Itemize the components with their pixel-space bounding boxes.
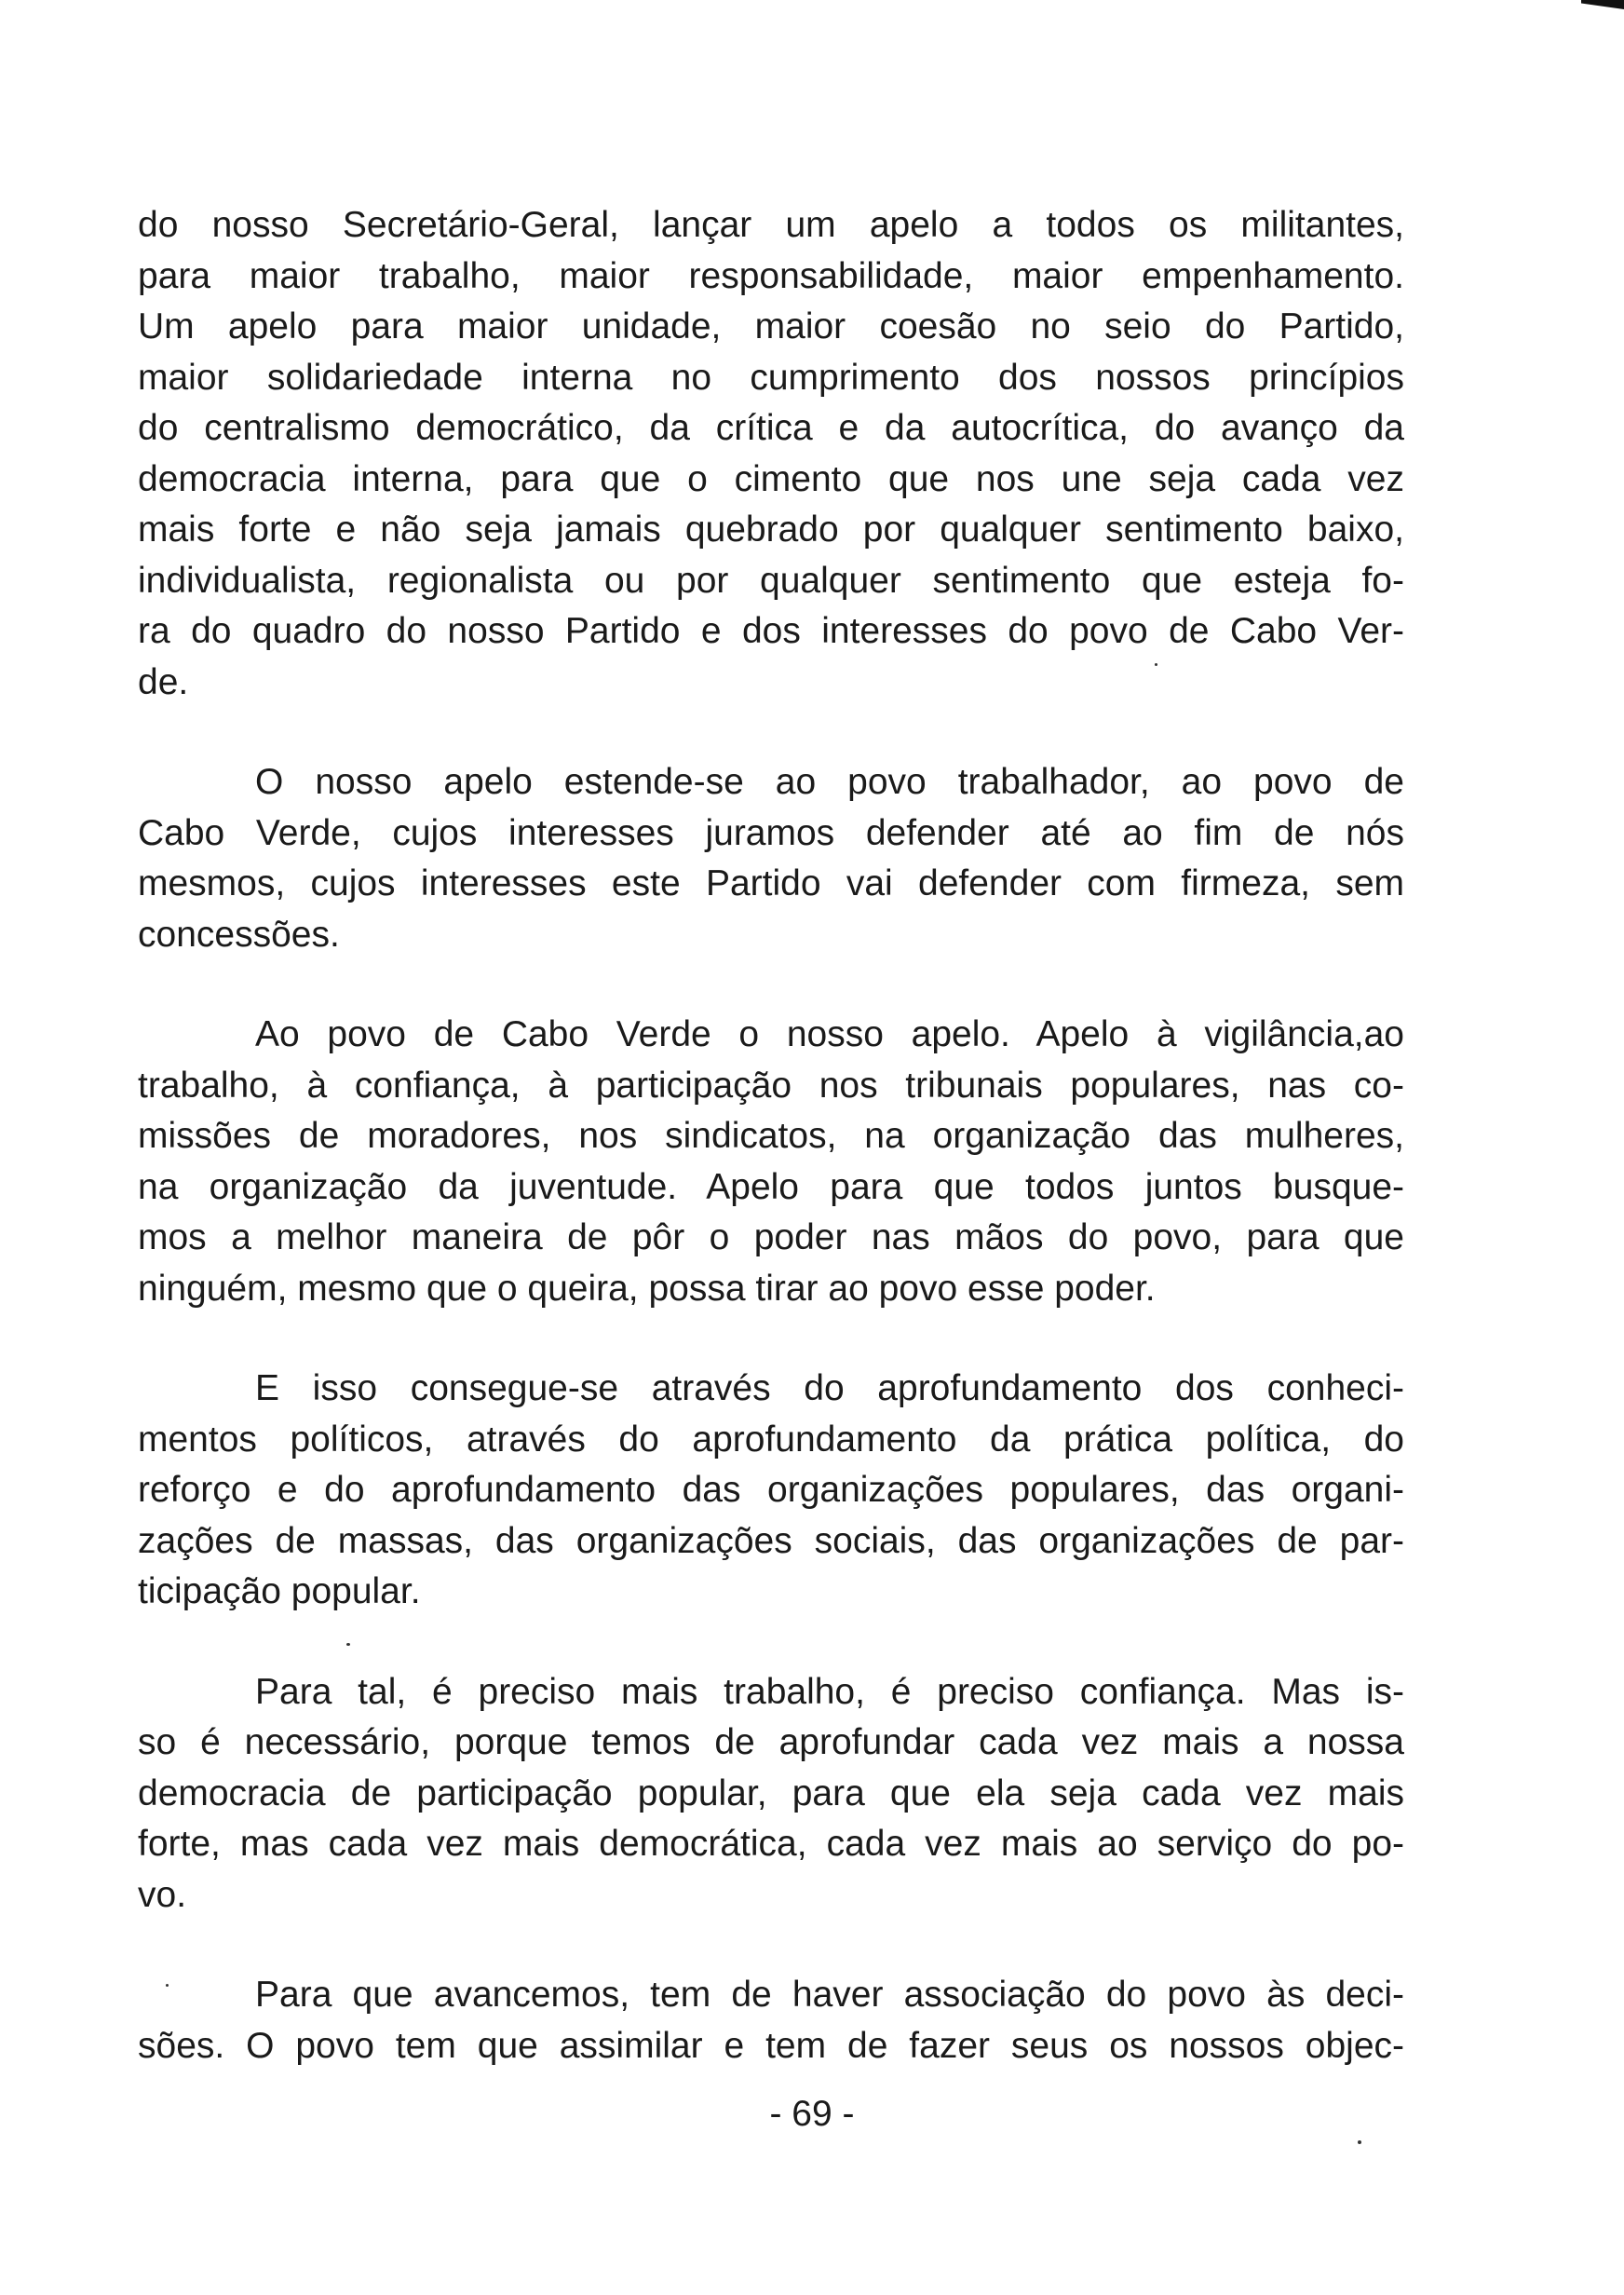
text-line: Um apelo para maior unidade, maior coesão no seio do Partido,	[138, 306, 1404, 346]
paragraph-5	[138, 1667, 1404, 1922]
text-line: sões. O povo tem que assimilar e tem de fazer seus os nossos objec-	[138, 2025, 1404, 2066]
scan-speck	[346, 1643, 350, 1646]
text-line: do nosso Secretário-Geral, lançar um apelo a todos os militantes,	[138, 205, 1404, 245]
scan-speck	[1358, 2140, 1361, 2144]
text-line: concessões.	[138, 914, 340, 955]
text-line: maior solidariedade interna no cumprimento dos nossos princípios	[138, 357, 1404, 398]
text-line: individualista, regionalista ou por qualquer sentimento que esteja fo-	[138, 560, 1404, 601]
text-line: ticipação popular.	[138, 1571, 421, 1611]
text-line: para maior trabalho, maior responsabilidade, maior empenhamento.	[138, 255, 1404, 296]
text-line: democracia interna, para que o cimento que nos une seja cada vez	[138, 458, 1404, 499]
text-line: mais forte e não seja jamais quebrado por qualquer sentimento baixo,	[138, 509, 1404, 550]
text-line: ninguém, mesmo que o queira, possa tirar ao povo esse poder.	[138, 1268, 1156, 1309]
paragraph-6	[138, 1970, 1404, 2071]
text-line: missões de moradores, nos sindicatos, na organização das mulheres,	[138, 1116, 1404, 1156]
page-number: - 69 -	[769, 2094, 855, 2134]
paragraph-2	[138, 757, 1404, 960]
text-line: mesmos, cujos interesses este Partido vai defender com firmeza, sem	[138, 863, 1404, 903]
text-line: forte, mas cada vez mais democrática, cada vez mais ao serviço do po-	[138, 1824, 1404, 1864]
text-line: zações de massas, das organizações sociais, das organizações de par-	[138, 1520, 1404, 1561]
body-text	[138, 200, 1404, 2071]
text-line: E isso consegue-se através do aprofundamento dos conheci-	[255, 1368, 1404, 1408]
text-line: reforço e do aprofundamento das organizações populares, das organi-	[138, 1470, 1404, 1510]
text-line: trabalho, à confiança, à participação nos tribunais populares, nas co-	[138, 1065, 1404, 1106]
scan-speck	[1155, 663, 1157, 666]
text-line: Para que avancemos, tem de haver associação do povo às deci-	[255, 1975, 1404, 2015]
paragraph-1	[138, 200, 1404, 708]
paragraph-3	[138, 1010, 1404, 1314]
text-line: Para tal, é preciso mais trabalho, é preciso confiança. Mas is-	[255, 1671, 1404, 1712]
text-line: do centralismo democrático, da crítica e da autocrítica, do avanço da	[138, 408, 1404, 448]
text-line: democracia de participação popular, para que ela seja cada vez mais	[138, 1772, 1404, 1813]
text-line: na organização da juventude. Apelo para que todos juntos busque-	[138, 1166, 1404, 1207]
text-line: Cabo Verde, cujos interesses juramos defender até ao fim de nós	[138, 812, 1404, 853]
text-line: O nosso apelo estende-se ao povo trabalhador, ao povo de	[255, 762, 1404, 802]
scan-speck	[166, 1984, 169, 1987]
text-line: vo.	[138, 1874, 187, 1915]
text-line: ra do quadro do nosso Partido e dos interesses do povo de Cabo Ver-	[138, 611, 1404, 651]
text-line: mos a melhor maneira de pôr o poder nas mãos do povo, para que	[138, 1217, 1404, 1257]
scan-corner-mark	[1581, 0, 1624, 9]
paragraph-4	[138, 1364, 1404, 1618]
text-line: de.	[138, 661, 189, 702]
text-line: so é necessário, porque temos de aprofundar cada vez mais a nossa	[138, 1722, 1404, 1762]
text-line: Ao povo de Cabo Verde o nosso apelo. Apelo à vigilância,ao	[255, 1014, 1404, 1054]
text-line: mentos políticos, através do aprofundamento da prática política, do	[138, 1419, 1404, 1460]
